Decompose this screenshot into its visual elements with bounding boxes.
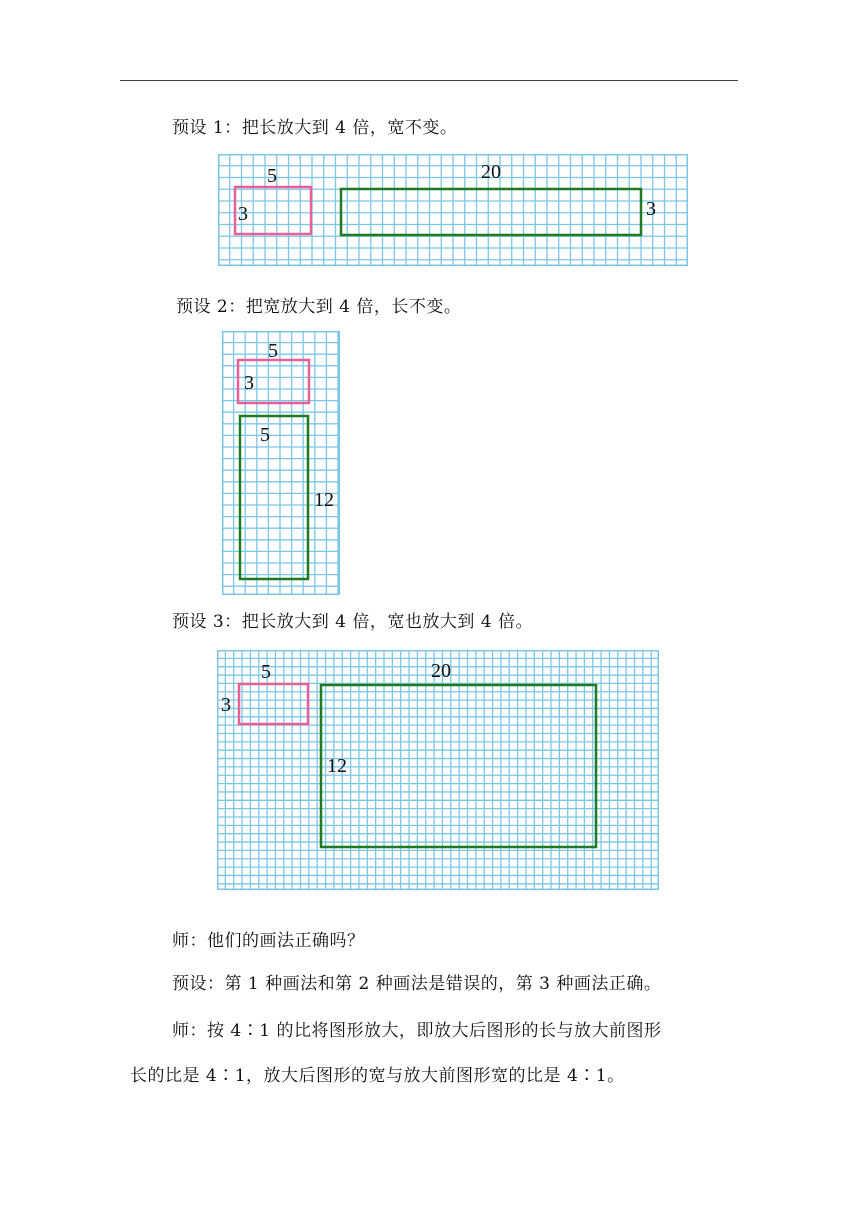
small-length-label: 5 — [261, 661, 271, 683]
preset-1-text: 预设 1：把长放大到 4 倍，宽不变。 — [172, 118, 458, 138]
small-length-label: 5 — [267, 165, 277, 187]
small-width-label: 3 — [244, 372, 254, 394]
small-width-label: 3 — [238, 203, 248, 225]
big-length-label: 20 — [431, 660, 451, 682]
teacher-explanation-line-2: 长的比是 4∶1，放大后图形的宽与放大前图形宽的比是 4∶1。 — [130, 1066, 625, 1086]
preset-3-text: 预设 3：把长放大到 4 倍，宽也放大到 4 倍。 — [172, 612, 533, 632]
grid-figure-3 — [217, 650, 659, 890]
big-width-label: 12 — [327, 755, 347, 777]
grid-lines — [218, 154, 688, 266]
big-length-label: 5 — [260, 424, 270, 446]
preset-answer: 预设：第 1 种画法和第 2 种画法是错误的，第 3 种画法正确。 — [172, 974, 662, 994]
big-length-label: 20 — [481, 161, 501, 183]
big-width-label: 12 — [314, 489, 334, 511]
grid-figure-2 — [222, 331, 340, 595]
small-width-label: 3 — [221, 694, 231, 716]
top-rule — [120, 80, 738, 81]
preset-2-text: 预设 2：把宽放大到 4 倍，长不变。 — [176, 297, 462, 317]
small-length-label: 5 — [268, 340, 278, 362]
teacher-question: 师：他们的画法正确吗？ — [172, 931, 365, 951]
teacher-explanation-line-1: 师：按 4∶1 的比将图形放大，即放大后图形的长与放大前图形 — [172, 1021, 662, 1041]
big-width-label: 3 — [646, 198, 656, 220]
grid-figure-1 — [218, 154, 688, 266]
